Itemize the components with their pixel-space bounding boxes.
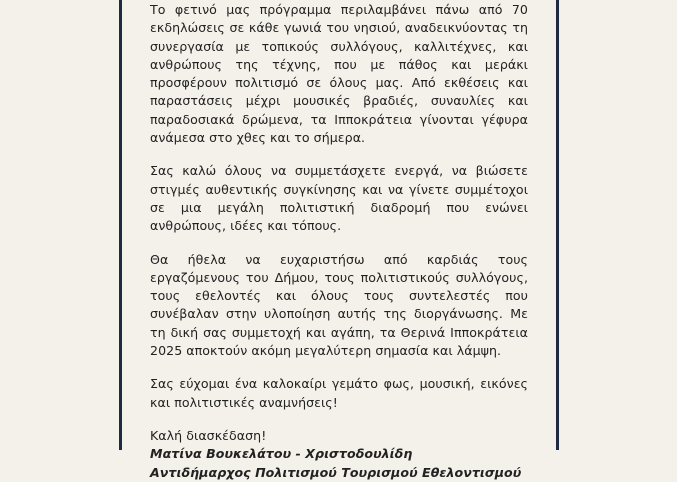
letter-body [150,0,528,482]
signer-title: Αντιδήμαρχος Πολιτισμού Τουρισμού Εθελοντισμού [150,464,522,480]
paragraph-thanks: Θα ήθελα να ευχαριστήσω από καρδιάς τους εργαζόμενους του Δήμου, τους πολιτιστικούς συλλόγους, τους εθελοντές και όλους τους συντελεστές που συνέβαλαν στην υλοποίηση αυτής της διοργάνωσης. Με τη δική σας συμμετοχή και αγάπη, τα Θερινά Ιπποκράτεια 2025 αποκτούν ακόμη μεγαλύτερη σημασία και λάμψη. [150,251,528,359]
signer-name: Ματίνα Βουκελάτου - Χριστοδουλίδη [150,446,413,462]
paragraph-wishes: Σας εύχομαι ένα καλοκαίρι γεμάτο φως, μουσική, εικόνες και πολιτιστικές αναμνήσεις! [150,376,528,410]
paragraph-program: Το φετινό μας πρόγραμμα περιλαμβάνει πάνω από 70 εκδηλώσεις σε κάθε γωνιά του νησιού, αναδεικνύοντας τη συνεργασία με τοπικούς συλλόγους, καλλιτέχνες, και ανθρώπους της τέχνης, που με πάθος και μεράκι προσφέρουν πολιτισμό σε όλους μας. Από εκθέσεις και παραστάσεις μέχρι μουσικές βραδιές, συναυλίες και παραδοσιακά δρώμενα, τα Ιπποκράτεια γίνονται γέφυρα ανάμεσα στο χθες και το σήμερα. [150,2,528,146]
closing-line: Καλή διασκέδαση! [150,427,267,443]
paragraph-invitation: Σας καλώ όλους να συμμετάσχετε ενεργά, να βιώσετε στιγμές αυθεντικής συγκίνησης και να γίνετε συμμέτοχοι σε μια μεγάλη πολιτιστική διαδρομή που ενώνει ανθρώπους, ιδέες και τόπους. [150,163,528,234]
